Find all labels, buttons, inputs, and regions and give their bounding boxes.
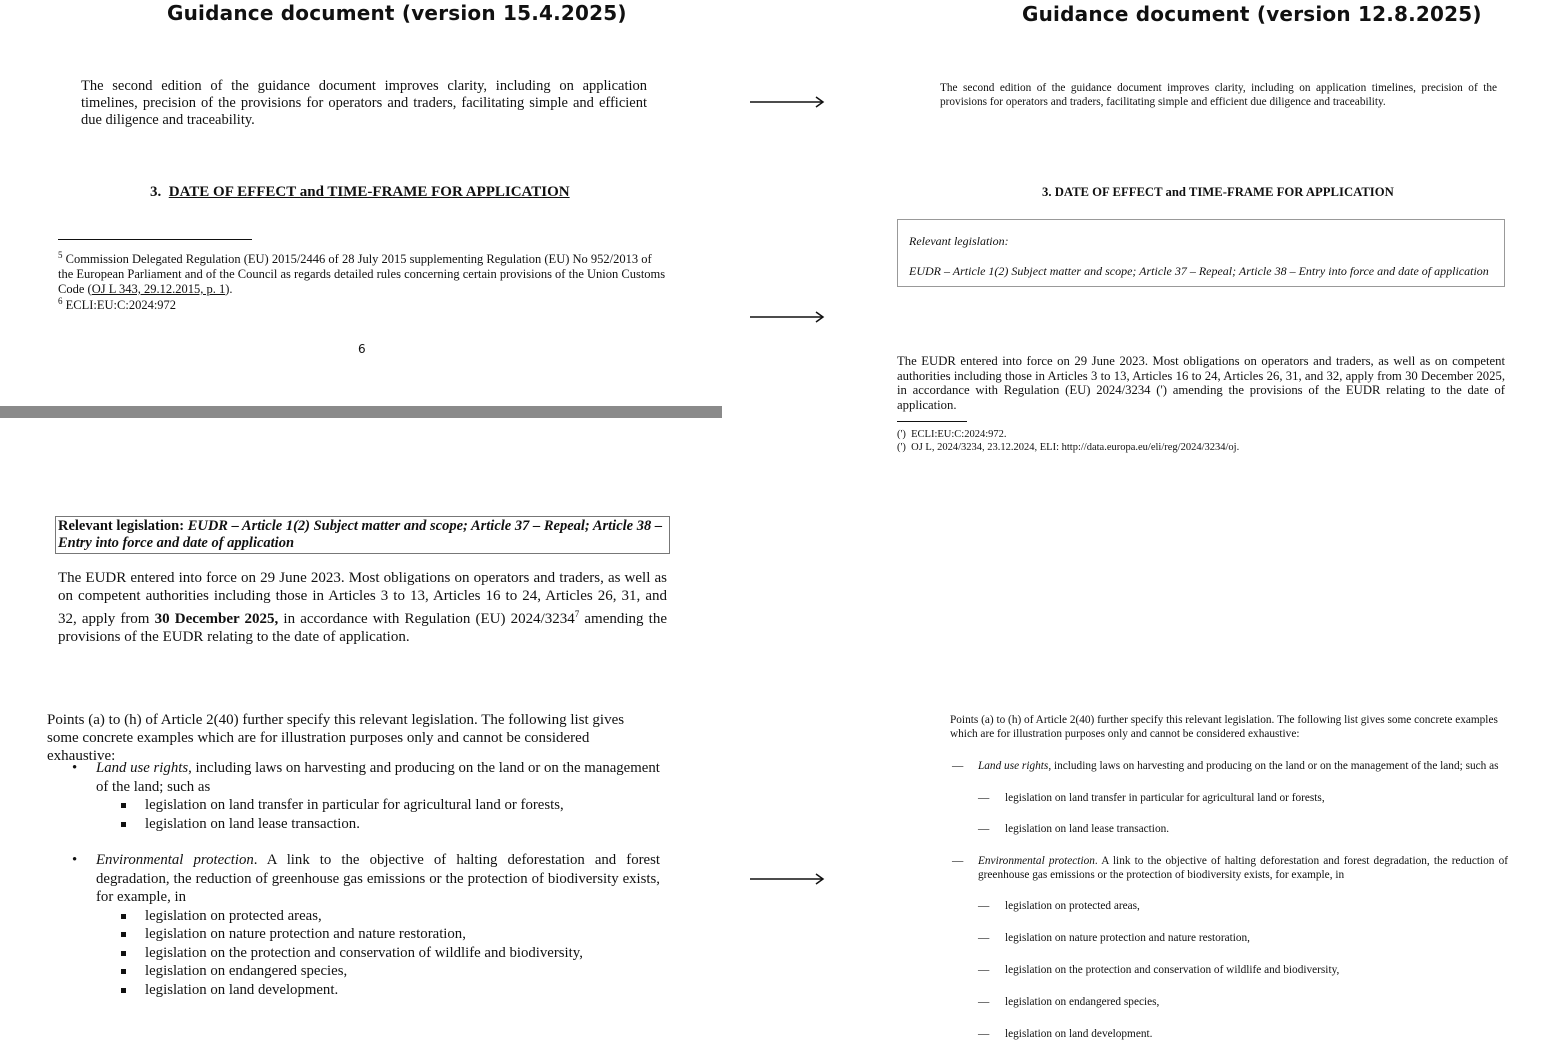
left-sub-item-text: legislation on nature protection and nature restoration, — [145, 926, 466, 942]
right-item-land-use — [978, 760, 1508, 774]
right-sub-item: legislation on land transfer in particular for agricultural land or forests, — [1005, 792, 1325, 804]
left-section-title: DATE OF EFFECT and TIME-FRAME FOR APPLICATION — [168, 184, 570, 200]
left-sub-item-text: legislation on the protection and conservation of wildlife and biodiversity, — [145, 944, 583, 961]
right-sub-item: legislation on endangered species, — [1005, 996, 1160, 1008]
square-bullet-icon — [121, 914, 126, 919]
right-item-1-italic: Land use rights — [978, 760, 1049, 772]
right-dash-icon: — — [978, 792, 990, 804]
arrow-right-icon — [750, 96, 825, 108]
left-sub-item-text: legislation on land development. — [145, 981, 339, 998]
right-footnote-1-mark: (') — [897, 429, 906, 440]
left-footnote-5-end: ). — [225, 282, 233, 297]
right-footnote-2 — [897, 441, 1239, 454]
left-sub-item — [48, 962, 660, 981]
left-bullet-2-italic: Environmental protection — [96, 852, 254, 868]
left-footnote-6-number: 6 — [58, 296, 63, 306]
right-section-heading: 3. DATE OF EFFECT and TIME-FRAME FOR APPLICATION — [1042, 185, 1394, 199]
arrow-right-icon — [750, 873, 825, 885]
left-sub-item — [48, 815, 660, 834]
right-dash-icon: — — [978, 900, 990, 912]
right-relevant-legislation-box — [897, 219, 1505, 287]
left-sub-item-text: legislation on land transfer in particular for agricultural land or forests, — [145, 797, 564, 813]
bullet-icon: • — [72, 760, 78, 776]
right-footnote-2-mark: (') — [897, 442, 906, 453]
left-bullet-land-use — [48, 759, 660, 796]
left-bullet-2-rest: . A link to the objective of halting deforestation and forest degradation, the reduction of greenhouse gas emissions or the protection of biodiversity exists, for example, in — [96, 852, 660, 905]
left-page-number: 6 — [358, 342, 366, 356]
right-dash-icon: — — [978, 932, 990, 944]
left-eudr-text-2: in accordance with Regulation (EU) 2024/3234 — [278, 611, 575, 627]
right-dash-icon: — — [952, 855, 964, 867]
left-sub-item-text: legislation on endangered species, — [145, 963, 348, 979]
right-dash-icon: — — [978, 823, 990, 835]
square-bullet-icon — [121, 988, 126, 993]
square-bullet-icon — [121, 951, 126, 956]
left-eudr-paragraph — [58, 569, 667, 646]
left-bullet-list — [48, 759, 660, 999]
left-eudr-footnote-ref: 7 — [574, 609, 580, 619]
right-dash-icon: — — [978, 964, 990, 976]
right-relevant-text: EUDR – Article 1(2) Subject matter and scope; Article 37 – Repeal; Article 38 – Entry into force and date of application — [909, 264, 1489, 278]
square-bullet-icon — [121, 822, 126, 827]
right-sub-item: legislation on land development. — [1005, 1028, 1153, 1040]
right-item-2-italic: Environmental protection — [978, 855, 1095, 867]
page-break-bar — [0, 406, 722, 418]
left-points-intro: Points (a) to (h) of Article 2(40) further specify this relevant legislation. The following list gives some concrete examples which are for illustration purposes only and cannot be considered exhaustive: — [47, 712, 625, 764]
right-footnote-rule — [897, 421, 967, 422]
left-footnote-rule — [58, 239, 252, 240]
left-eudr-date: 30 December 2025, — [154, 611, 279, 627]
left-footnote-5-number: 5 — [58, 250, 63, 260]
left-eudr-text-3: amending the provisions of the EUDR relating to the date of application. — [58, 611, 667, 645]
left-eudr-text-1: The EUDR entered into force on 29 June 2023. Most obligations on operators and traders, as well as on competent authorities including those in Articles 3 to 13, Articles 16 to 24, Articles 26, 31, and 32, apply from — [58, 570, 667, 627]
right-intro-paragraph: The second edition of the guidance document improves clarity, including on application timelines, precision of the provisions for operators and traders, facilitating simple and efficient due diligence and traceability. — [940, 82, 1497, 108]
right-sub-item: legislation on nature protection and nature restoration, — [1005, 932, 1251, 944]
right-item-1-rest: , including laws on harvesting and producing on the land or on the management of the land; such as — [1048, 760, 1499, 772]
right-relevant-label: Relevant legislation: — [909, 234, 1009, 248]
right-eudr-paragraph: The EUDR entered into force on 29 June 2023. Most obligations on operators and traders, as well as on competent authorities including those in Articles 3 to 13, Articles 16 to 24, Articles 26, 31, and 32, apply from 30 December 2025, in accordance with Regulation (EU) 2024/3234 (') amending the provisions of the EUDR relating to the date of application. — [897, 354, 1505, 412]
left-section-heading — [150, 184, 570, 201]
right-item-environment — [978, 855, 1508, 882]
left-version-title: Guidance document (version 15.4.2025) — [167, 1, 627, 25]
left-footnote-5-text: Commission Delegated Regulation (EU) 2015/2446 of 28 July 2015 supplementing Regulation (EU) No 952/2013 of the European Parliament and of the Council as regards detailed rules concerning certain provisions of the Union Customs Code ( — [58, 252, 666, 297]
left-relevant-text: EUDR – Article 1(2) Subject matter and scope; Article 37 – Repeal; Article 38 – Entry into force and date of application — [58, 518, 663, 551]
left-sub-item — [48, 796, 660, 815]
left-footnote-5-link[interactable]: OJ L 343, 29.12.2015, p. 1 — [91, 282, 226, 297]
left-footnote-6 — [58, 294, 658, 313]
square-bullet-icon — [121, 803, 126, 808]
left-intro-paragraph: The second edition of the guidance document improves clarity, including on application timelines, precision of the provisions for operators and traders, facilitating simple and efficient due diligence and traceability. — [81, 78, 647, 128]
left-sub-item — [48, 907, 660, 926]
left-section-number: 3. — [150, 184, 162, 200]
left-relevant-legislation-box — [55, 516, 670, 554]
right-footnote-2-text[interactable]: OJ L, 2024/3234, 23.12.2024, ELI: http://data.europa.eu/eli/reg/2024/3234/oj. — [911, 442, 1240, 453]
right-version-title: Guidance document (version 12.8.2025) — [1022, 2, 1482, 26]
left-relevant-label: Relevant legislation: — [58, 518, 185, 534]
left-sub-item-text: legislation on protected areas, — [145, 907, 322, 924]
right-dash-icon: — — [952, 760, 964, 772]
right-sub-item: legislation on land lease transaction. — [1005, 823, 1170, 835]
left-sub-item — [48, 925, 660, 944]
left-bullet-environment — [48, 851, 660, 907]
right-footnote-1-text: ECLI:EU:C:2024:972. — [911, 429, 1007, 440]
right-sub-item: legislation on the protection and conservation of wildlife and biodiversity, — [1005, 964, 1340, 976]
left-bullet-1-rest: , including laws on harvesting and producing on the land or on the management of the land; such as — [96, 760, 660, 795]
right-dash-icon: — — [978, 996, 990, 1008]
left-footnote-5 — [58, 248, 670, 297]
right-item-2-rest: . A link to the objective of halting deforestation and forest degradation, the reduction of greenhouse gas emissions or the protection of biodiversity exists, for example, in — [978, 855, 1509, 881]
right-footnote-1 — [897, 428, 1007, 441]
left-sub-item — [48, 944, 660, 963]
square-bullet-icon — [121, 932, 126, 937]
left-sub-item — [48, 981, 660, 1000]
left-footnote-6-text: ECLI:EU:C:2024:972 — [65, 298, 177, 313]
bullet-icon: • — [72, 852, 78, 868]
left-sub-item-text: legislation on land lease transaction. — [145, 815, 360, 832]
arrow-right-icon — [750, 311, 825, 323]
right-points-intro: Points (a) to (h) of Article 2(40) further specify this relevant legislation. The following list gives some concrete examples which are for illustration purposes only and cannot be considered exhaustive: — [950, 714, 1498, 740]
right-sub-item: legislation on protected areas, — [1005, 900, 1140, 912]
left-bullet-1-italic: Land use rights — [96, 760, 189, 776]
right-dash-icon: — — [978, 1028, 990, 1040]
square-bullet-icon — [121, 969, 126, 974]
